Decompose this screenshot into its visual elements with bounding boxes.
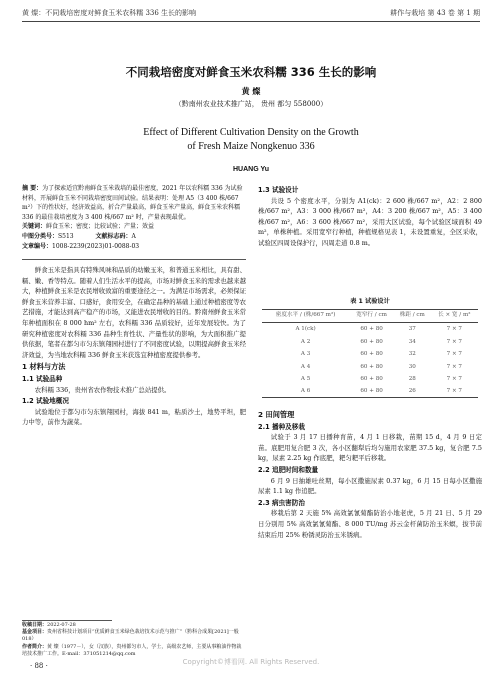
abstract-label: 摘 要： xyxy=(22,185,43,192)
section-1-2-heading: 1.2 试验地概况 xyxy=(22,397,69,406)
section-1-heading: 1 材料与方法 xyxy=(22,362,66,372)
header-rule xyxy=(22,21,480,22)
table-row: A 6 60 + 80 26 7 × 7 xyxy=(262,385,478,398)
right-column-bottom xyxy=(258,408,482,540)
classification-row xyxy=(22,232,246,242)
footnote-received: 收稿日期：2022-07-28 xyxy=(22,622,76,628)
table-1-title: 表 1 试验设计 xyxy=(350,298,390,305)
clc-value: S513 xyxy=(58,232,74,240)
abstract-rule xyxy=(22,259,246,260)
section-2-3-heading: 2.3 病虫害防治 xyxy=(258,498,305,507)
paper-title-cn: 不同栽培密度对鲜食玉米农科糯 336 生长的影响 xyxy=(125,65,377,79)
intro-paragraph: 鲜食玉米是指具有特殊风味和品质的幼嫩玉米，和普通玉米相比，具有甜、糯、嫩、香等特点。随着人们生活水平的提高，市场对鲜食玉米的需求也越来越大，种植鲜食玉米是农民增收致富的重要途径之一。为满足市场需求，必须保证鲜食玉米营养丰富、口感好，食用安全，在确定品种的基础上通过种植密度等农艺措施，才能达到高产稳产的市场，又能进农民增收的目的。黔南州鲜食玉米常年种植面积在 8 000 hm² 左右，农科糯 336 品质较好，近年发展较快。为了研究种植密度对农科糯 336 品种生育性状、产量性状的影响，为大面积推广提供依据，笔者在都匀市匀东镇翔园村进行了不同密度试验，以期提高鲜食玉米经济效益，为当地农科糯 336 鲜食玉米获选宜种植密度提供参考。 xyxy=(22,266,246,359)
table-row: A 4 60 + 80 30 7 × 7 xyxy=(300,363,462,370)
right-column-top xyxy=(258,184,482,249)
section-2-2-heading: 2.2 追肥时间和数量 xyxy=(258,465,319,474)
table-row: A 3 60 + 80 32 7 × 7 xyxy=(300,351,462,358)
page-number: · 88 · xyxy=(30,662,48,670)
doc-code-value: A xyxy=(131,232,136,240)
abstract-block xyxy=(22,184,246,251)
section-2-2-text: 6 月 9 日抽雄吐丝期，每小区撒施尿素 0.37 kg，6 月 15 日每小区撒施尿素 1.1 kg 作追肥。 xyxy=(258,476,482,496)
author-en: HUANG Yu xyxy=(232,166,270,173)
table-row: A 2 60 + 80 34 7 × 7 xyxy=(300,338,462,345)
clc-label: 中图分类号： xyxy=(22,232,59,240)
article-number-row xyxy=(22,242,246,252)
author-cn: 黄 燦 xyxy=(241,87,261,96)
section-1-3-text: 共设 5 个密度水平，分别为 A1(ck)：2 600 株/667 m²，A2：2 800 株/667 m²，A3：3 000 株/667 m²，A4：3 200 株/667 m²，A5：3 400 株/667 m²，A6：3 600 株/667 m²，采用大区试验，每个试验区域面积 49 m²，单株种植。采用宽窄行种植，种植规格见表 1，未设置重复，全区采收，试验区四周设保护行，四周走道 0.8 m。 xyxy=(258,196,482,247)
section-2-heading: 2 田间管理 xyxy=(258,410,295,419)
table-header-cell: 长 × 宽 / m² xyxy=(431,310,478,323)
title-en-line1: Effect of Different Cultivation Density on the Growth xyxy=(143,127,359,138)
keywords-label: 关键词： xyxy=(22,223,47,231)
abstract-text: 为了探索适宜黔南鲜食玉米栽培的最佳密度，2021 年以农科糯 336 为试验材料，开展鲜食玉米不同栽培密度田间试验。结果表明：处理 A5（3 400 株/667 m²）下的性状好，经济效益高，折合产量最高，鲜食玉米产量高，鲜食玉米农科糯 336 的最佳栽培密度为 3 400 株/667 m² 时，产量表现最优。 xyxy=(22,185,243,221)
header-journal-info: 耕作与栽培 第 43 卷 第 1 期 xyxy=(390,9,480,17)
section-1-3-heading: 1.3 试验设计 xyxy=(258,186,299,194)
doc-code-label: 文献标志码： xyxy=(95,232,132,240)
abstract xyxy=(22,184,246,222)
copyright-watermark: Copyright©博看网. All Rights Reserved. xyxy=(182,658,320,666)
table-header-cell: 宽窄行 / cm xyxy=(349,310,394,323)
section-2-1-heading: 2.1 播种及移栽 xyxy=(258,422,305,431)
table-row: A 1(ck) 60 + 80 37 7 × 7 xyxy=(295,326,462,333)
keywords xyxy=(22,222,246,232)
footnote-block xyxy=(22,622,246,658)
keywords-text: 鲜食玉米；密度；比较试验；产量；效益 xyxy=(46,223,155,231)
table-row: A 5 60 + 80 28 7 × 7 xyxy=(300,376,462,383)
table-header-cell: 株距 / cm xyxy=(394,310,431,323)
section-2-3-text: 移栽后第 2 天施 5% 高效氯氰菊酯防治小地老虎，5 月 21 日、5 月 29 日分别用 5% 高效氯氰菊酯、8 000 TU/mg 苏云金杆菌防治玉米螟，拔节前结束后用 25% 粉锈灵防治玉米锈病。 xyxy=(258,509,482,539)
article-number-value: 1008-2239(2023)01-0088-03 xyxy=(52,242,140,250)
footnote-fund: 基金项目：贵州省科技计划项目“优质鲜食玉米绿色栽培技术示范与推广”（黔科合成果[2021]一般 018） xyxy=(22,629,239,643)
footnote-rule xyxy=(22,620,112,621)
footnote-author: 作者简介：黄 燦（1977－），女（汉族），贵州都匀市人，学士，高级农艺师，主要从事粮油作物栽培技术推广工作。E-mail：371051214@qq.com xyxy=(22,643,242,657)
section-2-1-text: 试验于 3 月 17 日播种育苗，4 月 1 日移栽，苗期 15 d，4 月 9 日定苗。底肥用复合肥 3 次，各小区翻犁后均匀施用农家肥 37.5 kg，复合肥 7.5 kg，尿素 2.25 kg 作底肥，耙匀耙平后移栽。 xyxy=(258,433,482,463)
article-number-label: 文章编号： xyxy=(22,242,53,250)
section-1-1-text: 农科糯 336，贵州省农作物技术推广总站提供。 xyxy=(34,385,171,394)
table-header-cell: 密度水平 / (株/667 m²) xyxy=(262,310,349,323)
left-column-body xyxy=(22,265,246,428)
title-en-line2: of Fresh Maize Nongkenuo 336 xyxy=(187,141,315,152)
running-header xyxy=(22,6,480,20)
section-1-2-text: 试验地位于都匀市匀东镇翔园村，海拔 841 m，粘质沙土，地势平坦，肥力中等，前作为蔬菜。 xyxy=(22,407,246,427)
paper-title-en xyxy=(60,126,442,154)
table-1 xyxy=(262,309,478,398)
section-1-1-heading: 1.1 试验品种 xyxy=(22,374,63,383)
header-article-title: 黄 燦：不同栽培密度对鲜食玉米农科糯 336 生长的影响 xyxy=(22,9,197,17)
table-header-row xyxy=(262,310,478,323)
affiliation-cn: （黔南州农业技术推广站， 贵州 都匀 558000） xyxy=(174,100,328,108)
